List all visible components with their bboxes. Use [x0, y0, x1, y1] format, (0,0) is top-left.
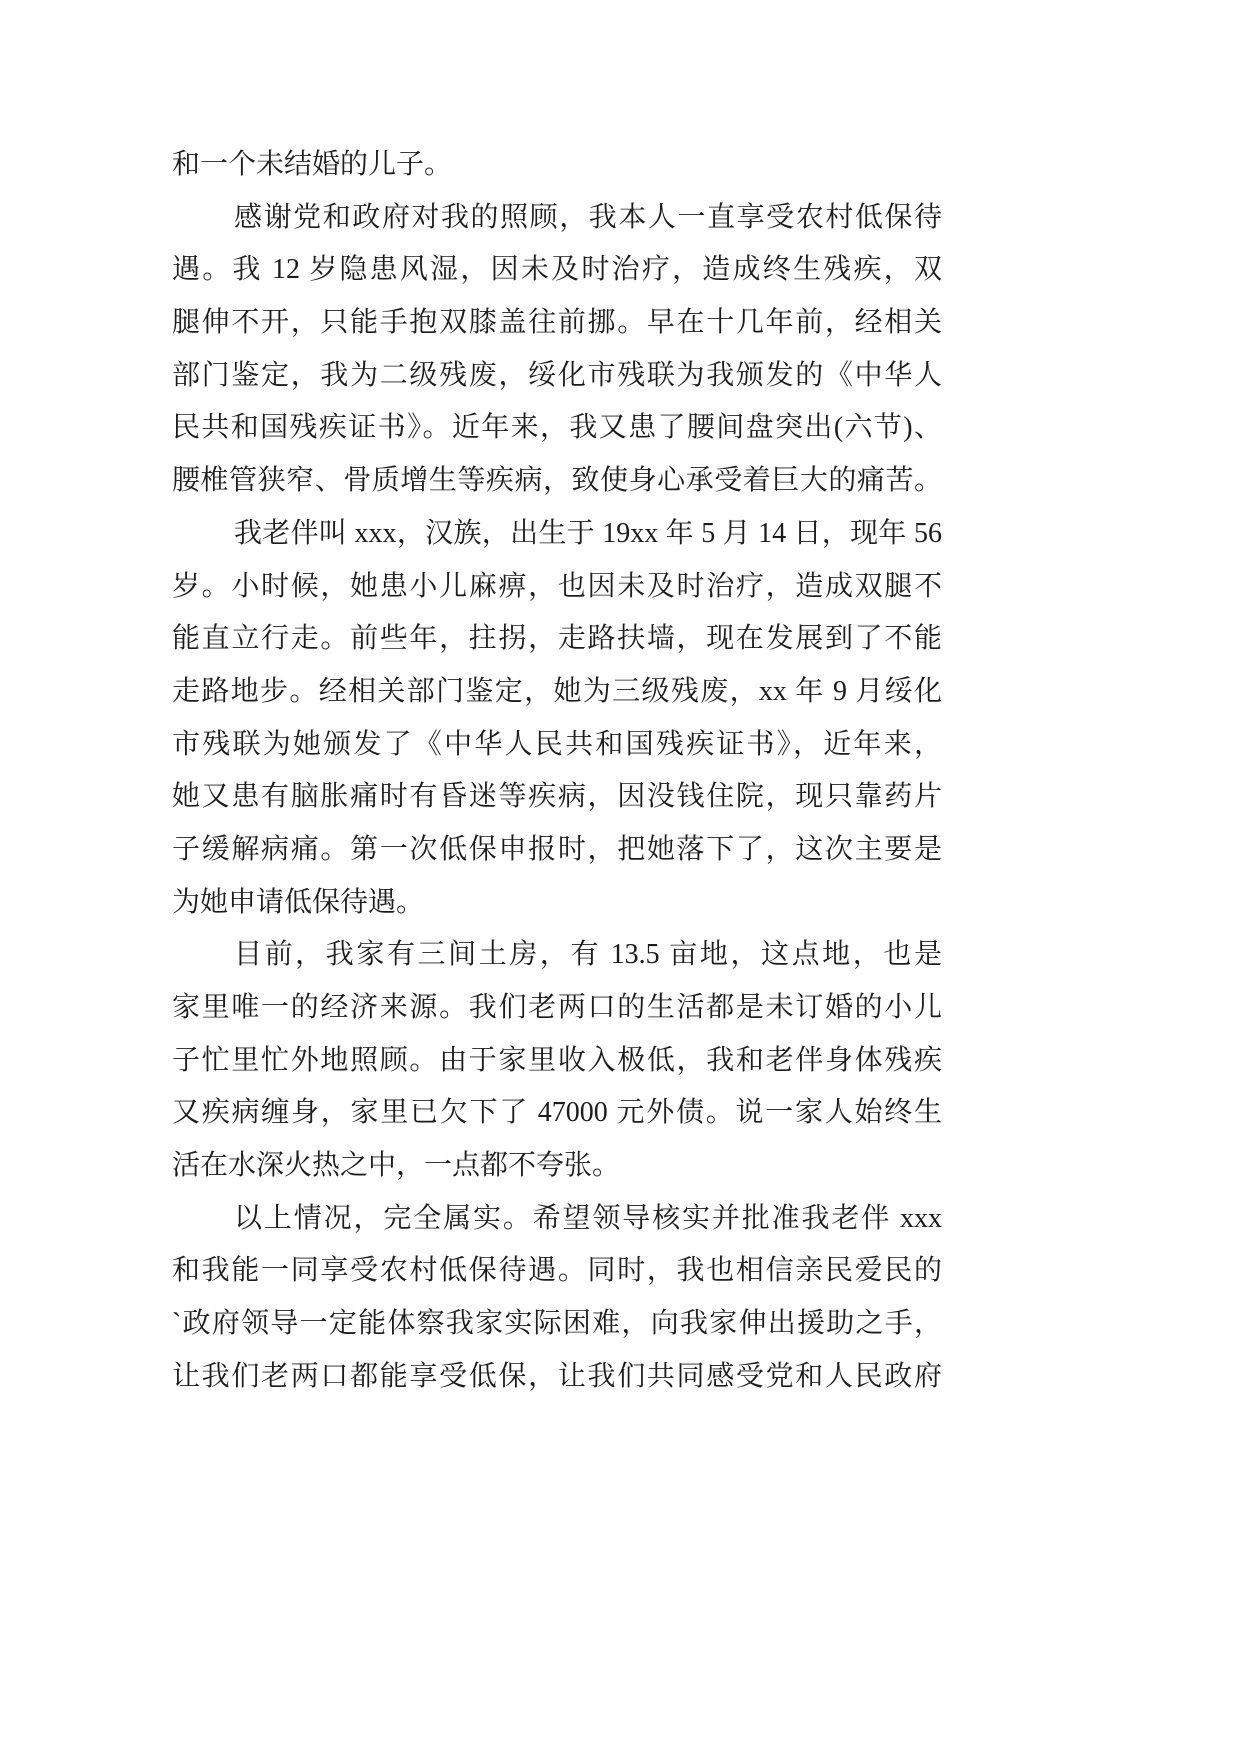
- text-line: 又疾病缠身，家里已欠下了 47000 元外债。说一家人始终生: [172, 1097, 942, 1129]
- paragraph: [172, 508, 942, 930]
- text-line: 子忙里忙外地照顾。由于家里收入极低，我和老伴身体残疾: [172, 1044, 942, 1076]
- text-line: 让我们老两口都能享受低保，让我们共同感受党和人民政府: [172, 1360, 942, 1392]
- text-line: 岁。小时候，她患小儿麻痹，也因未及时治疗，造成双腿不: [172, 570, 942, 602]
- paragraph: [172, 139, 942, 192]
- text-line: 和我能一同享受农村低保待遇。同时，我也相信亲民爱民的: [172, 1255, 942, 1287]
- text-line: 走路地步。经相关部门鉴定，她为三级残废，xx 年 9 月绥化: [172, 675, 942, 707]
- document-body: [172, 139, 942, 1404]
- text-line: 子缓解病痛。第一次低保申报时，把她落下了，这次主要是: [172, 833, 942, 865]
- paragraph: [172, 929, 942, 1192]
- text-line: 活在水深火热之中，一点都不夸张。: [172, 1150, 621, 1182]
- text-line: 她又患有脑胀痛时有昏迷等疾病，因没钱住院，现只靠药片: [172, 781, 942, 813]
- text-line: 民共和国残疾证书》。近年来，我又患了腰间盘突出(六节)、: [172, 412, 942, 444]
- text-line: 腰椎管狭窄、骨质增生等疾病，致使身心承受着巨大的痛苦。: [172, 465, 942, 497]
- text-line: 遇。我 12 岁隐患风湿，因未及时治疗，造成终生残疾，双: [172, 254, 942, 286]
- text-line: 和一个未结婚的儿子。: [172, 149, 453, 180]
- text-line: 能直立行走。前些年，拄拐，走路扶墙，现在发展到了不能: [172, 623, 942, 655]
- text-line: 感谢党和政府对我的照顾，我本人一直享受农村低保待: [234, 201, 942, 233]
- text-line: 部门鉴定，我为二级残废，绥化市残联为我颁发的《中华人: [172, 359, 942, 391]
- text-line: 我老伴叫 xxx，汉族，出生于 19xx 年 5 月 14 日，现年 56: [234, 517, 942, 549]
- text-line: 市残联为她颁发了《中华人民共和国残疾证书》，近年来，: [172, 728, 942, 760]
- paragraph: [172, 192, 942, 508]
- paragraph: [172, 1193, 942, 1404]
- text-line: 家里唯一的经济来源。我们老两口的生活都是未订婚的小儿: [172, 992, 942, 1023]
- text-line: `政府领导一定能体察我家实际困难，向我家伸出援助之手，: [172, 1308, 942, 1340]
- text-line: 腿伸不开，只能手抱双膝盖往前挪。早在十几年前，经相关: [172, 307, 942, 339]
- text-line: 目前，我家有三间土房，有 13.5 亩地，这点地，也是: [234, 939, 942, 971]
- text-line: 为她申请低保待遇。: [172, 886, 425, 918]
- text-line: 以上情况，完全属实。希望领导核实并批准我老伴 xxx: [234, 1202, 942, 1234]
